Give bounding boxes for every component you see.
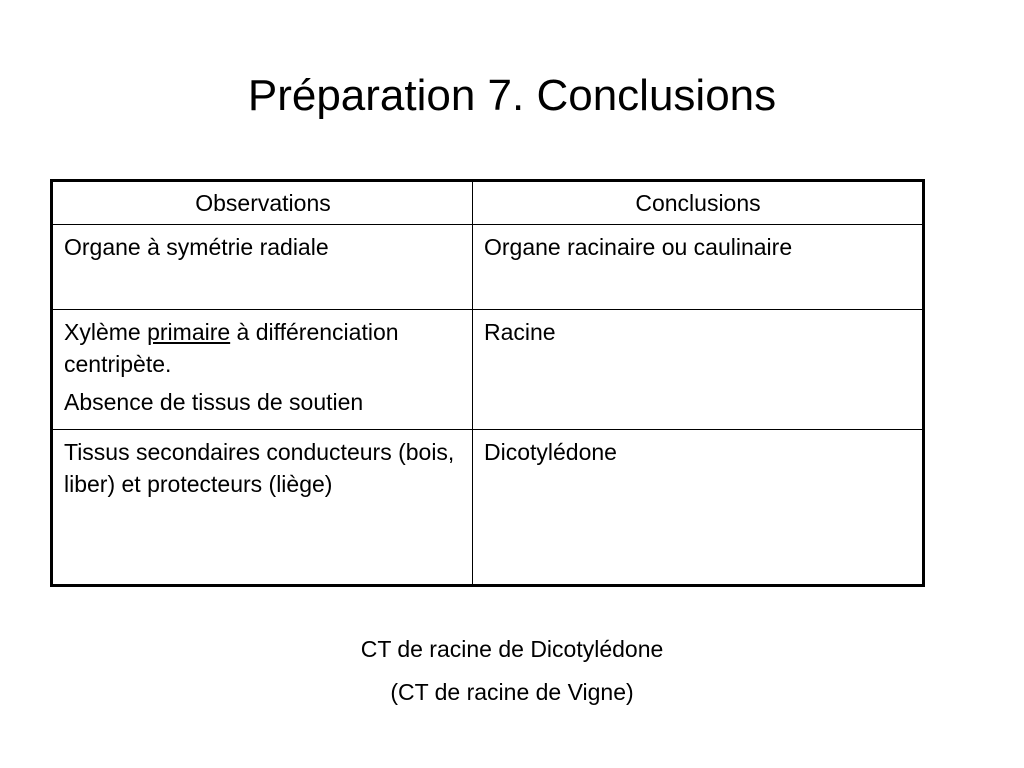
caption-line: CT de racine de Dicotylédone [360,636,664,662]
column-header-conclusions: Conclusions [473,181,924,225]
conclusions-table [50,179,925,587]
table-row [52,310,924,430]
conclusion-cell: Dicotylédone [473,430,924,586]
page-title: Préparation 7. Conclusions [247,71,777,120]
observation-cell: Tissus secondaires conducteurs (bois, liber) et protecteurs (liège) [52,430,473,586]
table-row [52,225,924,310]
table-header-row [52,181,924,225]
conclusion-cell: Racine [473,310,924,430]
observation-cell: Organe à symétrie radiale [52,225,473,310]
observation-line [64,316,462,380]
caption-line: (CT de racine de Vigne) [390,679,634,705]
observation-underlined-text: primaire [147,319,231,345]
conclusion-cell: Organe racinaire ou caulinaire [473,225,924,310]
column-header-observations: Observations [52,181,473,225]
observation-cell [52,310,473,430]
table-row [52,430,924,586]
observation-text: à différenciation centripète. [64,319,399,377]
observation-text: Xylème [64,319,148,345]
observation-extra-text: Absence de tissus de soutien [64,389,364,415]
